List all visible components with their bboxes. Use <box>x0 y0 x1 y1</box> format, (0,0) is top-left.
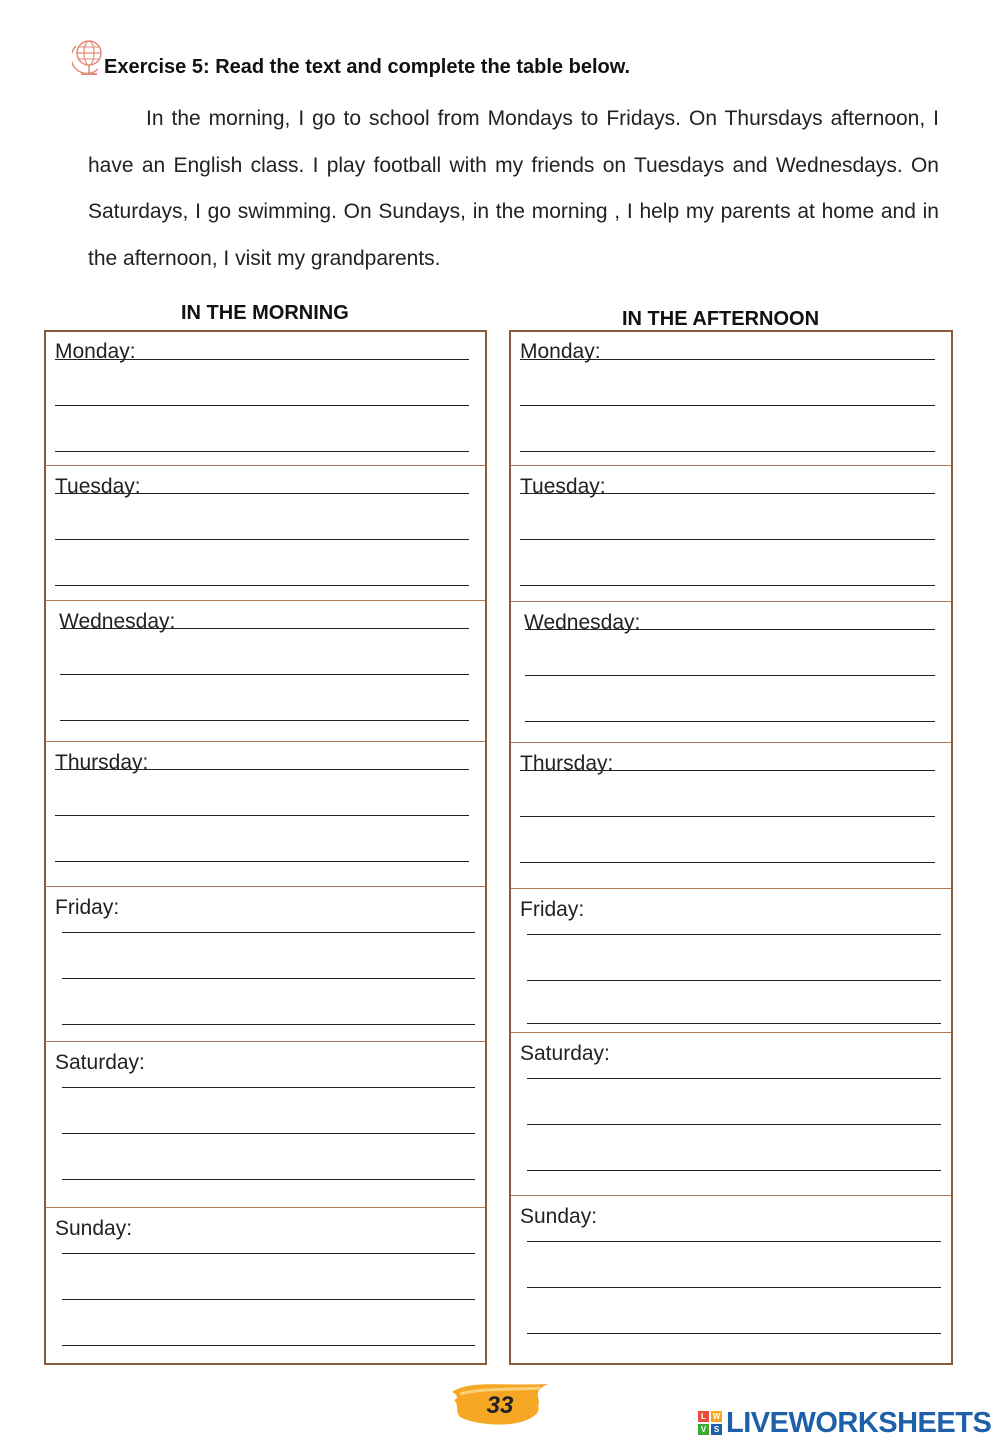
afternoon-cell-monday <box>511 332 951 465</box>
answer-line[interactable] <box>55 585 469 586</box>
answer-line[interactable] <box>527 1023 941 1024</box>
answer-line[interactable] <box>62 1133 475 1134</box>
reading-passage: In the morning, I go to school from Mondays to Fridays. On Thursdays afternoon, I have an English class. I play football with my friends on Tuesdays and Wednesdays. On Saturdays, I go swimming. On Sundays, in the morning , I help my parents at home and in the afternoon, I visit my grandparents. <box>88 107 939 270</box>
answer-line[interactable] <box>527 980 941 981</box>
liveworksheets-logo <box>698 1405 991 1441</box>
answer-line[interactable] <box>55 861 469 862</box>
answer-line[interactable] <box>62 932 475 933</box>
answer-line[interactable] <box>520 405 935 406</box>
answer-line[interactable] <box>55 493 469 494</box>
answer-line[interactable] <box>520 451 935 452</box>
day-label: Tuesday: <box>55 475 141 498</box>
answer-line[interactable] <box>62 1024 475 1025</box>
day-label: Tuesday: <box>520 475 606 498</box>
page-number: 33 <box>486 1392 514 1419</box>
logo-blocks-icon: L W V S <box>698 1411 722 1435</box>
answer-line[interactable] <box>527 1170 941 1171</box>
answer-line[interactable] <box>520 359 935 360</box>
afternoon-cell-friday <box>511 888 951 1033</box>
day-label: Monday: <box>520 340 601 363</box>
morning-cell-saturday <box>46 1041 485 1208</box>
day-label: Friday: <box>55 896 120 919</box>
answer-line[interactable] <box>62 1299 475 1300</box>
answer-line[interactable] <box>62 1087 475 1088</box>
afternoon-cell-thursday <box>511 742 951 889</box>
answer-line[interactable] <box>525 675 935 676</box>
day-label: Saturday: <box>520 1042 610 1065</box>
answer-line[interactable] <box>62 1345 475 1346</box>
answer-line[interactable] <box>520 770 935 771</box>
answer-line[interactable] <box>527 1333 941 1334</box>
morning-table <box>44 330 487 1365</box>
answer-line[interactable] <box>520 493 935 494</box>
answer-line[interactable] <box>527 1241 941 1242</box>
answer-line[interactable] <box>520 816 935 817</box>
page-number-badge <box>450 1378 550 1428</box>
answer-line[interactable] <box>60 720 469 721</box>
answer-line[interactable] <box>520 862 935 863</box>
exercise-title: Exercise 5: Read the text and complete the table below. <box>104 56 631 78</box>
answer-line[interactable] <box>62 1253 475 1254</box>
answer-line[interactable] <box>60 674 469 675</box>
afternoon-cell-saturday <box>511 1032 951 1196</box>
answer-line[interactable] <box>62 978 475 979</box>
answer-line[interactable] <box>525 629 935 630</box>
answer-line[interactable] <box>55 769 469 770</box>
answer-line[interactable] <box>525 721 935 722</box>
answer-line[interactable] <box>527 1078 941 1079</box>
answer-line[interactable] <box>62 1179 475 1180</box>
morning-cell-wednesday <box>46 600 485 742</box>
afternoon-cell-sunday <box>511 1195 951 1368</box>
day-label: Saturday: <box>55 1051 145 1074</box>
morning-cell-friday <box>46 886 485 1042</box>
answer-line[interactable] <box>55 539 469 540</box>
day-label: Friday: <box>520 898 585 921</box>
answer-line[interactable] <box>527 1287 941 1288</box>
brand-name: LIVEWORKSHEETS <box>726 1406 992 1439</box>
answer-line[interactable] <box>55 359 469 360</box>
day-label: Monday: <box>55 340 136 363</box>
afternoon-table <box>509 330 953 1365</box>
day-label: Sunday: <box>520 1205 598 1228</box>
morning-column-header: IN THE MORNING <box>181 302 349 324</box>
afternoon-cell-tuesday <box>511 465 951 602</box>
answer-line[interactable] <box>527 1124 941 1125</box>
morning-cell-sunday <box>46 1207 485 1368</box>
morning-cell-monday <box>46 332 485 465</box>
answer-line[interactable] <box>60 628 469 629</box>
day-label: Sunday: <box>55 1217 133 1240</box>
morning-cell-thursday <box>46 741 485 887</box>
answer-line[interactable] <box>55 815 469 816</box>
day-label: Thursday: <box>55 751 149 774</box>
answer-line[interactable] <box>520 539 935 540</box>
globe-icon <box>72 38 106 78</box>
answer-line[interactable] <box>520 585 935 586</box>
afternoon-cell-wednesday <box>511 601 951 743</box>
day-label: Wednesday: <box>524 611 641 634</box>
day-label: Wednesday: <box>59 610 176 633</box>
afternoon-column-header: IN THE AFTERNOON <box>622 308 820 330</box>
morning-cell-tuesday <box>46 465 485 601</box>
answer-line[interactable] <box>55 451 469 452</box>
answer-line[interactable] <box>55 405 469 406</box>
day-label: Thursday: <box>520 752 614 775</box>
answer-line[interactable] <box>527 934 941 935</box>
